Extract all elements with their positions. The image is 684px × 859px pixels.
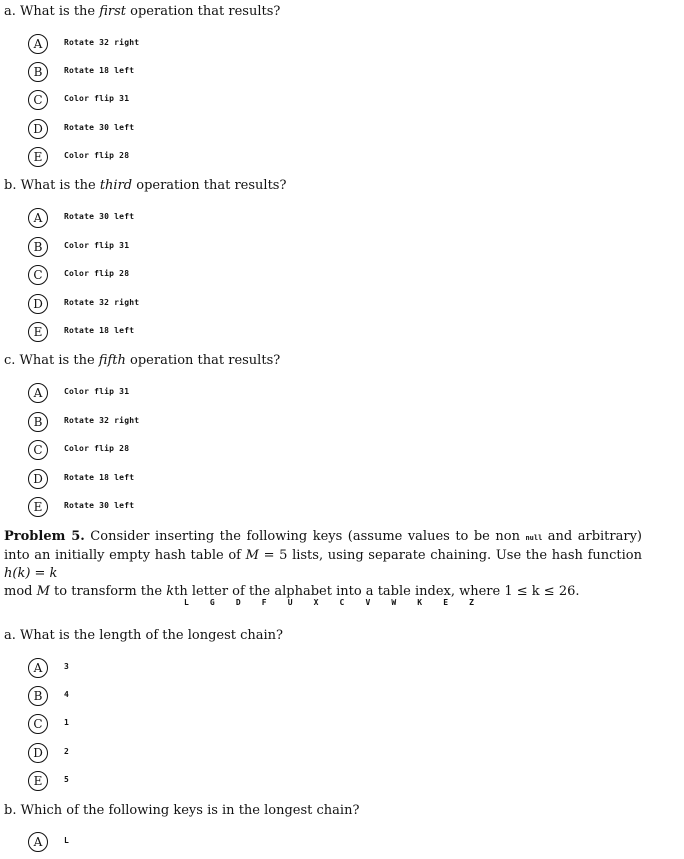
option-text: Rotate 30 left <box>64 123 135 132</box>
question-5a-prompt: a. What is the length of the longest chain? <box>4 628 284 643</box>
key-sequence <box>184 598 474 607</box>
option-letter-circle: D <box>28 119 48 139</box>
option-text: Rotate 30 left <box>64 212 135 221</box>
null-keyword: null <box>525 534 543 542</box>
option-text: Color flip 31 <box>64 94 130 103</box>
option-letter-circle: D <box>28 294 48 314</box>
key: K <box>417 598 423 607</box>
option-letter-circle: D <box>28 469 48 489</box>
option-letter-circle: E <box>28 147 48 167</box>
key: X <box>313 598 319 607</box>
key: E <box>443 598 449 607</box>
option-text: Rotate 18 left <box>64 326 135 335</box>
option-letter-circle: B <box>28 412 48 432</box>
option-text: 3 <box>64 662 70 671</box>
option-text: Rotate 32 right <box>64 38 140 47</box>
option-letter-circle: A <box>28 383 48 403</box>
option-letter-circle: A <box>28 208 48 228</box>
question-c-prompt: c. What is the fifth operation that results? <box>4 353 281 368</box>
option-letter-circle: C <box>28 265 48 285</box>
option-text: Rotate 30 left <box>64 501 135 510</box>
option-text: Color flip 31 <box>64 241 130 250</box>
key: G <box>209 598 215 607</box>
option-text: 1 <box>64 718 70 727</box>
key: U <box>287 598 293 607</box>
problem-5-statement: Problem 5. Consider inserting the following keys (assume values to be non null and arbitrary) into an initially empty hash table of M = 5 lists, using separate chaining. Use the hash function h(k) = k mod M to transform the kth letter of the alphabet into a table index, where 1 ≤ k ≤ 26. <box>4 529 642 599</box>
option-letter-circle: C <box>28 90 48 110</box>
option-text: 5 <box>64 775 70 784</box>
question-a-prompt: a. What is the first operation that results? <box>4 4 281 19</box>
option-text: Color flip 31 <box>64 387 130 396</box>
key: F <box>261 598 267 607</box>
option-letter-circle: E <box>28 322 48 342</box>
option-text: Color flip 28 <box>64 444 130 453</box>
key: W <box>391 598 397 607</box>
option-letter-circle: A <box>28 658 48 678</box>
option-text: Rotate 18 left <box>64 473 135 482</box>
option-letter-circle: C <box>28 714 48 734</box>
option-text: Color flip 28 <box>64 269 130 278</box>
option-letter-circle: D <box>28 743 48 763</box>
option-text: L <box>64 836 70 845</box>
option-letter-circle: B <box>28 62 48 82</box>
option-letter-circle: B <box>28 237 48 257</box>
key: C <box>339 598 345 607</box>
option-text: 2 <box>64 747 70 756</box>
option-text: Rotate 18 left <box>64 66 135 75</box>
key: D <box>235 598 241 607</box>
option-letter-circle: E <box>28 497 48 517</box>
question-5b-prompt: b. Which of the following keys is in the longest chain? <box>4 803 360 818</box>
option-letter-circle: A <box>28 832 48 852</box>
key: Z <box>469 598 474 607</box>
key: V <box>365 598 371 607</box>
option-text: Rotate 32 right <box>64 416 140 425</box>
problem-5-title: Problem 5. <box>4 529 85 544</box>
option-letter-circle: C <box>28 440 48 460</box>
key: L <box>184 598 189 607</box>
option-text: Rotate 32 right <box>64 298 140 307</box>
question-b-prompt: b. What is the third operation that results? <box>4 178 287 193</box>
option-letter-circle: A <box>28 34 48 54</box>
option-text: 4 <box>64 690 70 699</box>
option-letter-circle: B <box>28 686 48 706</box>
option-letter-circle: E <box>28 771 48 791</box>
option-text: Color flip 28 <box>64 151 130 160</box>
